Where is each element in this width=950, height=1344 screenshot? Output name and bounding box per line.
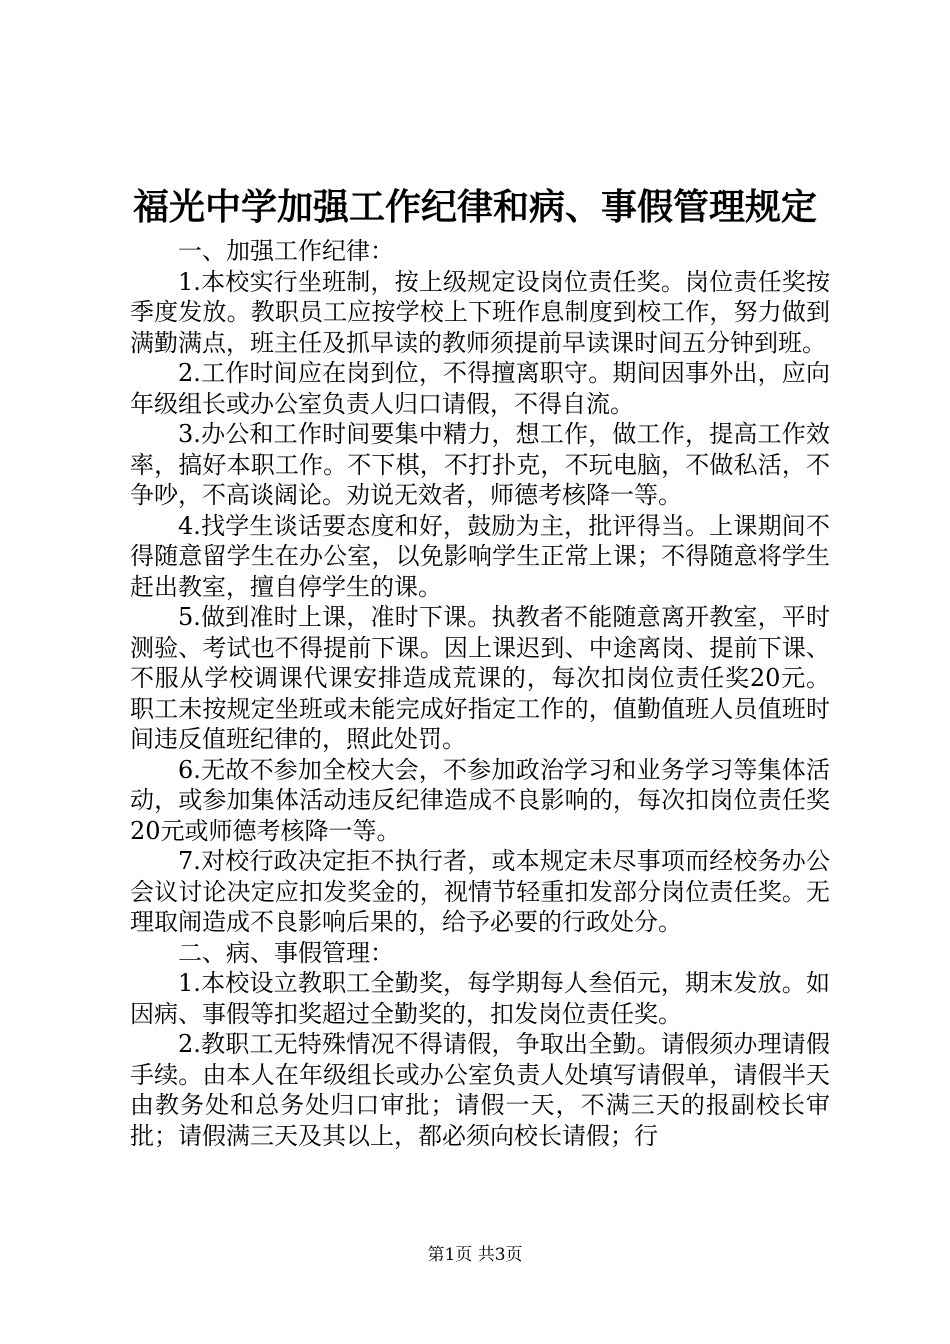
section-heading-work-discipline: 一、加强工作纪律： [178, 237, 394, 265]
paragraph: 2.工作时间应在岗到位，不得擅离职守。期间因事外出，应向年级组长或办公室负责人归口请假，不得自流。 [130, 359, 830, 418]
page-footer: 第1页 共3页 [427, 1245, 523, 1265]
section-heading-leave-management: 二、病、事假管理： [178, 938, 394, 967]
paragraph: 1.本校设立教职工全勤奖，每学期每人叁佰元，期末发放。如因病、事假等扣奖超过全勤奖的，扣发岗位责任奖。 [130, 969, 830, 1028]
paragraph: 3.办公和工作时间要集中精力，想工作，做工作，提高工作效率，搞好本职工作。不下棋，不打扑克，不玩电脑，不做私活，不争吵，不高谈阔论。劝说无效者，师德考核降一等。 [130, 420, 830, 509]
document-title: 福光中学加强工作纪律和病、事假管理规定 [132, 186, 817, 228]
paragraph: 7.对校行政决定拒不执行者，或本规定未尽事项而经校务办公会议讨论决定应扣发奖金的，视情节轻重扣发部分岗位责任奖。无理取闹造成不良影响后果的，给予必要的行政处分。 [130, 847, 830, 936]
paragraph: 1.本校实行坐班制，按上级规定设岗位责任奖。岗位责任奖按季度发放。教职员工应按学校上下班作息制度到校工作，努力做到满勤满点，班主任及抓早读的教师须提前早读课时间五分钟到班。 [130, 267, 830, 357]
paragraph: 4.找学生谈话要态度和好，鼓励为主，批评得当。上课期间不得随意留学生在办公室，以免影响学生正常上课；不得随意将学生赶出教室，擅自停学生的课。 [130, 511, 830, 601]
document-body [130, 236, 830, 1151]
paragraph: 6.无故不参加全校大会，不参加政治学习和业务学习等集体活动，或参加集体活动违反纪律造成不良影响的，每次扣岗位责任奖20元或师德考核降一等。 [130, 755, 830, 845]
paragraph: 2.教职工无特殊情况不得请假，争取出全勤。请假须办理请假手续。由本人在年级组长或办公室负责人处填写请假单，请假半天由教务处和总务处归口审批；请假一天，不满三天的报副校长审批；请假满三天及其以上，都必须向校长请假；行 [130, 1030, 830, 1150]
paragraph: 5.做到准时上课，准时下课。执教者不能随意离开教室，平时测验、考试也不得提前下课。因上课迟到、中途离岗、提前下课、不服从学校调课代课安排造成荒课的，每次扣岗位责任奖20元。职工未按规定坐班或未能完成好指定工作的，值勤值班人员值班时间违反值班纪律的，照此处罚。 [130, 603, 830, 753]
